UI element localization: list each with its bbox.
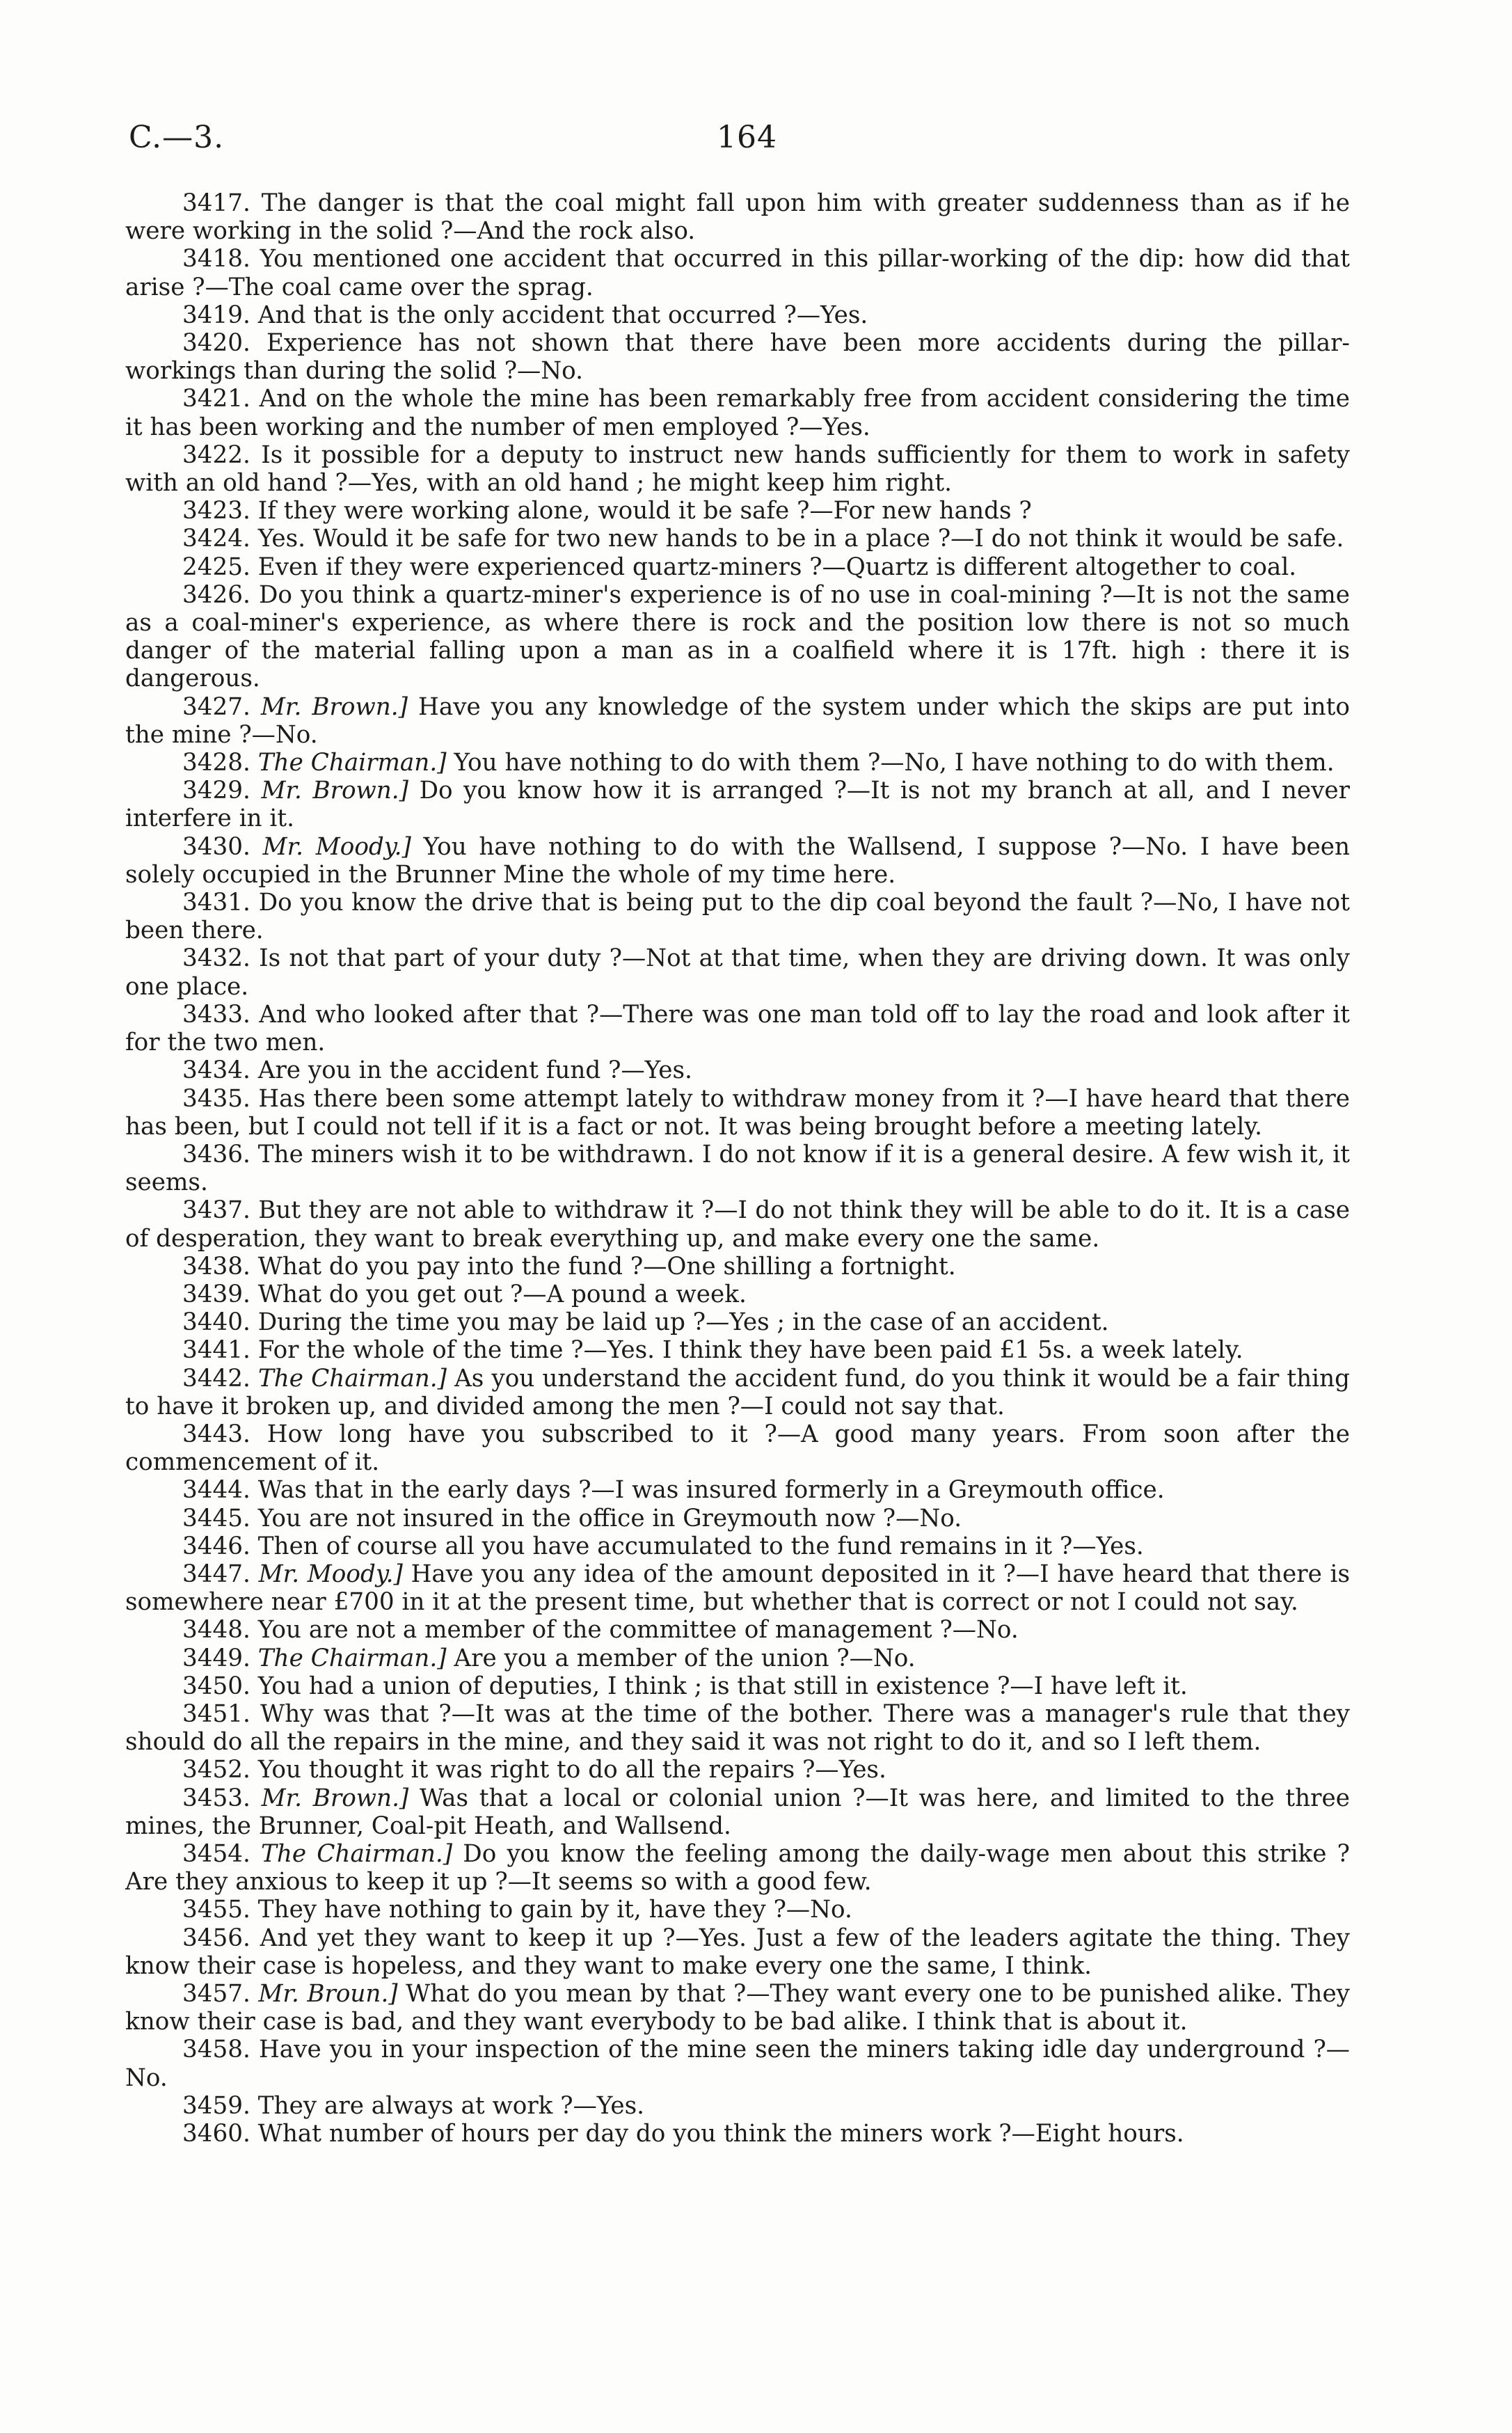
testimony-paragraph	[125, 1924, 1350, 1980]
testimony-paragraph	[125, 2092, 1350, 2120]
testimony-paragraph	[125, 329, 1350, 385]
question-answer-text: Are you a member of the union ?—No.	[454, 1644, 916, 1672]
question-number: 3428.	[182, 749, 250, 777]
testimony-paragraph	[125, 889, 1350, 944]
evidence-text-body	[125, 189, 1350, 2148]
testimony-paragraph	[125, 1560, 1350, 1616]
question-answer-text: Yes. Would it be safe for two new hands to be in a place ?—I do not think it would be safe.	[257, 525, 1344, 553]
question-answer-text: Was that a local or colonial union ?—It was here, and limited to the three mines, the Brunner, Coal-pit Heath, and Wallsend.	[125, 1784, 1350, 1840]
testimony-paragraph	[125, 1532, 1350, 1560]
question-number: 3456.	[182, 1924, 250, 1952]
testimony-paragraph	[125, 2036, 1350, 2091]
speaker-name: The Chairman.]	[257, 1644, 447, 1672]
question-answer-text: You are not a member of the committee of management ?—No.	[257, 1616, 1019, 1645]
question-answer-text: And yet they want to keep it up ?—Yes. Just a few of the leaders agitate the thing. They know their case is hopeless, and they want to make every one the same, I think.	[125, 1924, 1350, 1980]
speaker-name: The Chairman.]	[257, 749, 447, 777]
question-number: 3460.	[182, 2120, 250, 2148]
speaker-name: Mr. Brown.]	[260, 692, 408, 721]
question-number: 3451.	[182, 1699, 250, 1728]
question-number: 3443.	[182, 1420, 250, 1448]
question-number: 3435.	[182, 1084, 250, 1113]
testimony-paragraph	[125, 1085, 1350, 1141]
speaker-name: Mr. Brown.]	[261, 1784, 409, 1812]
question-answer-text: You mentioned one accident that occurred in this pillar-working of the dip: how did that arise ?—The coal came over the sprag.	[125, 245, 1350, 301]
question-number: 3430.	[182, 832, 250, 861]
question-number: 3436.	[182, 1140, 250, 1168]
testimony-paragraph	[125, 1700, 1350, 1756]
question-number: 3457.	[182, 1980, 250, 2008]
question-answer-text: Why was that ?—It was at the time of the bother. There was a manager's rule that they should do all the repairs in the mine, and they said it was not right to do it, and so I left them.	[125, 1699, 1350, 1757]
question-number: 3454.	[182, 1839, 250, 1868]
question-answer-text: Do you think a quartz-miner's experience is of no use in coal-mining ?—It is not the same as a coal-miner's experience, as where there is rock and the position low there is not so much danger of the material falling upon a man as in a coalfield where it is 17ft. high : there it is dangerous.	[125, 580, 1350, 693]
question-number: 3432.	[182, 944, 250, 973]
testimony-paragraph	[125, 497, 1350, 525]
question-number: 3455.	[182, 1896, 250, 1924]
question-answer-text: What number of hours per day do you think the miners work ?—Eight hours.	[257, 2120, 1184, 2148]
testimony-paragraph	[125, 301, 1350, 329]
question-answer-text: Have you any knowledge of the system under which the skips are put into the mine ?—No.	[125, 692, 1350, 749]
question-number: 3447.	[182, 1560, 250, 1588]
speaker-name: Mr. Moody.]	[262, 832, 411, 861]
question-answer-text: Do you know the feeling among the daily-wage men about this strike ? Are they anxious to keep it up ?—It seems so with a good few.	[125, 1839, 1351, 1896]
question-answer-text: You thought it was right to do all the repairs ?—Yes.	[257, 1756, 886, 1784]
question-number: 3445.	[182, 1504, 250, 1532]
testimony-paragraph	[125, 1056, 1350, 1084]
testimony-paragraph	[125, 1840, 1350, 1896]
testimony-paragraph	[125, 777, 1350, 832]
question-answer-text: Are you in the accident fund ?—Yes.	[257, 1056, 692, 1085]
testimony-paragraph	[125, 1476, 1350, 1504]
question-answer-text: They are always at work ?—Yes.	[257, 2091, 645, 2120]
question-answer-text: What do you get out ?—A pound a week.	[257, 1280, 747, 1308]
question-number: 3418.	[182, 245, 250, 274]
question-number: 3453.	[182, 1784, 250, 1812]
question-answer-text: Do you know how it is arranged ?—It is not my branch at all, and I never interfere in it.	[125, 777, 1350, 833]
testimony-paragraph	[125, 553, 1350, 581]
question-number: 3427.	[182, 692, 250, 721]
testimony-paragraph	[125, 1756, 1350, 1784]
parliamentary-paper-code: C.—3.	[129, 120, 225, 155]
speaker-name: Mr. Brown.]	[261, 777, 409, 805]
question-number: 3423.	[182, 497, 250, 525]
question-answer-text: What do you pay into the fund ?—One shilling a fortnight.	[257, 1252, 956, 1281]
question-answer-text: How long have you subscribed to it ?—A good many years. From soon after the commencement of it.	[125, 1420, 1351, 1477]
testimony-paragraph	[125, 1505, 1350, 1532]
question-answer-text: Have you in your inspection of the mine seen the miners taking idle day underground ?—No.	[125, 2036, 1350, 2092]
testimony-paragraph	[125, 1141, 1350, 1196]
testimony-paragraph	[125, 749, 1350, 777]
testimony-paragraph	[125, 1672, 1350, 1700]
question-answer-text: You have nothing to do with them ?—No, I have nothing to do with them.	[454, 749, 1335, 777]
question-number: 3421.	[182, 385, 250, 413]
question-number: 3439.	[182, 1280, 250, 1308]
testimony-paragraph	[125, 1616, 1350, 1644]
testimony-paragraph	[125, 1001, 1350, 1056]
question-answer-text: Have you any idea of the amount deposited in it ?—I have heard that there is somewhere near £700 in it at the present time, but whether that is correct or not I could not say.	[125, 1560, 1351, 1617]
question-number: 3417.	[182, 189, 250, 217]
question-number: 3448.	[182, 1616, 250, 1645]
testimony-paragraph	[125, 1896, 1350, 1924]
testimony-paragraph	[125, 1336, 1350, 1364]
question-number: 3434.	[182, 1056, 250, 1085]
question-answer-text: Has there been some attempt lately to withdraw money from it ?—I have heard that there has been, but I could not tell if it is a fact or not. It was being brought before a meeting lately.	[125, 1084, 1350, 1141]
question-answer-text: And that is the only accident that occurred ?—Yes.	[257, 301, 868, 329]
testimony-paragraph	[125, 1784, 1350, 1840]
question-answer-text: And who looked after that ?—There was one man told off to lay the road and look after it for the two men.	[125, 1000, 1350, 1057]
question-number: 3424.	[182, 525, 250, 553]
question-answer-text: But they are not able to withdraw it ?—I do not think they will be able to do it. It is a case of desperation, they want to break everything up, and make every one the same.	[125, 1196, 1350, 1253]
testimony-paragraph	[125, 944, 1350, 1000]
question-answer-text: For the whole of the time ?—Yes. I think they have been paid £1 5s. a week lately.	[257, 1336, 1243, 1365]
testimony-paragraph	[125, 1196, 1350, 1252]
testimony-paragraph	[125, 525, 1350, 553]
question-answer-text: The miners wish it to be withdrawn. I do not know if it is a general desire. A few wish it, it seems.	[125, 1140, 1350, 1197]
question-answer-text: You are not insured in the office in Greymouth now ?—No.	[257, 1504, 962, 1532]
testimony-paragraph	[125, 693, 1350, 749]
testimony-paragraph	[125, 833, 1350, 889]
question-answer-text: If they were working alone, would it be safe ?—For new hands ?	[257, 497, 1032, 525]
testimony-paragraph	[125, 1645, 1350, 1672]
question-number: 3419.	[182, 301, 250, 329]
testimony-paragraph	[125, 1308, 1350, 1336]
testimony-paragraph	[125, 189, 1350, 245]
speaker-name: The Chairman.]	[257, 1364, 447, 1393]
question-number: 3442.	[182, 1364, 250, 1393]
question-number: 3458.	[182, 2036, 250, 2064]
question-number: 3420.	[182, 329, 250, 358]
testimony-paragraph	[125, 1281, 1350, 1308]
question-number: 3444.	[182, 1476, 250, 1505]
question-answer-text: You have nothing to do with the Wallsend, I suppose ?—No. I have been solely occupied in the Brunner Mine the whole of my time here.	[125, 832, 1351, 889]
question-number: 3450.	[182, 1672, 250, 1700]
question-answer-text: And on the whole the mine has been remarkably free from accident considering the time it has been working and the number of men employed ?—Yes.	[125, 385, 1350, 441]
testimony-paragraph	[125, 1365, 1350, 1420]
question-number: 3426.	[182, 580, 250, 609]
question-answer-text: As you understand the accident fund, do you think it would be a fair thing to have it broken up, and divided among the men ?—I could not say that.	[125, 1364, 1350, 1420]
question-answer-text: Do you know the drive that is being put to the dip coal beyond the fault ?—No, I have not been there.	[125, 889, 1350, 945]
question-number: 3433.	[182, 1000, 250, 1029]
question-number: 3446.	[182, 1532, 250, 1560]
testimony-paragraph	[125, 1420, 1350, 1476]
page-number: 164	[717, 120, 777, 155]
question-answer-text: Is it possible for a deputy to instruct new hands sufficiently for them to work in safety with an old hand ?—Yes, with an old hand ; he might keep him right.	[125, 441, 1350, 498]
question-answer-text: Then of course all you have accumulated to the fund remains in it ?—Yes.	[257, 1532, 1144, 1560]
question-number: 3438.	[182, 1252, 250, 1281]
question-number: 3459.	[182, 2091, 250, 2120]
speaker-name: The Chairman.]	[261, 1839, 453, 1868]
testimony-paragraph	[125, 1980, 1350, 2036]
question-number: 3449.	[182, 1644, 250, 1672]
question-number: 3429.	[182, 777, 250, 805]
speaker-name: Mr. Broun.]	[258, 1980, 398, 2008]
question-answer-text: The danger is that the coal might fall upon him with greater suddenness than as if he were working in the solid ?—And the rock also.	[125, 189, 1350, 246]
question-answer-text: Experience has not shown that there have been more accidents during the pillar-workings than during the solid ?—No.	[125, 329, 1350, 386]
question-number: 3422.	[182, 441, 250, 469]
question-answer-text: What do you mean by that ?—They want every one to be punished alike. They know their case is bad, and they want everybody to be bad alike. I think that is about it.	[125, 1980, 1351, 2036]
question-number: 3437.	[182, 1196, 250, 1225]
speaker-name: Mr. Moody.]	[258, 1560, 403, 1588]
question-answer-text: They have nothing to gain by it, have they ?—No.	[257, 1896, 852, 1924]
question-number: 2425.	[182, 553, 250, 581]
question-answer-text: Was that in the early days ?—I was insured formerly in a Greymouth office.	[257, 1476, 1165, 1505]
question-answer-text: Even if they were experienced quartz-miners ?—Quartz is different altogether to coal.	[257, 553, 1297, 581]
testimony-paragraph	[125, 441, 1350, 497]
testimony-paragraph	[125, 245, 1350, 301]
question-number: 3440.	[182, 1308, 250, 1337]
testimony-paragraph	[125, 581, 1350, 693]
question-answer-text: Is not that part of your duty ?—Not at that time, when they are driving down. It was only one place.	[125, 944, 1350, 1001]
question-number: 3452.	[182, 1756, 250, 1784]
question-answer-text: During the time you may be laid up ?—Yes ; in the case of an accident.	[257, 1308, 1109, 1337]
question-answer-text: You had a union of deputies, I think ; is that still in existence ?—I have left it.	[257, 1672, 1188, 1700]
question-number: 3431.	[182, 889, 250, 917]
question-number: 3441.	[182, 1336, 250, 1365]
testimony-paragraph	[125, 2120, 1350, 2148]
testimony-paragraph	[125, 385, 1350, 441]
testimony-paragraph	[125, 1253, 1350, 1281]
